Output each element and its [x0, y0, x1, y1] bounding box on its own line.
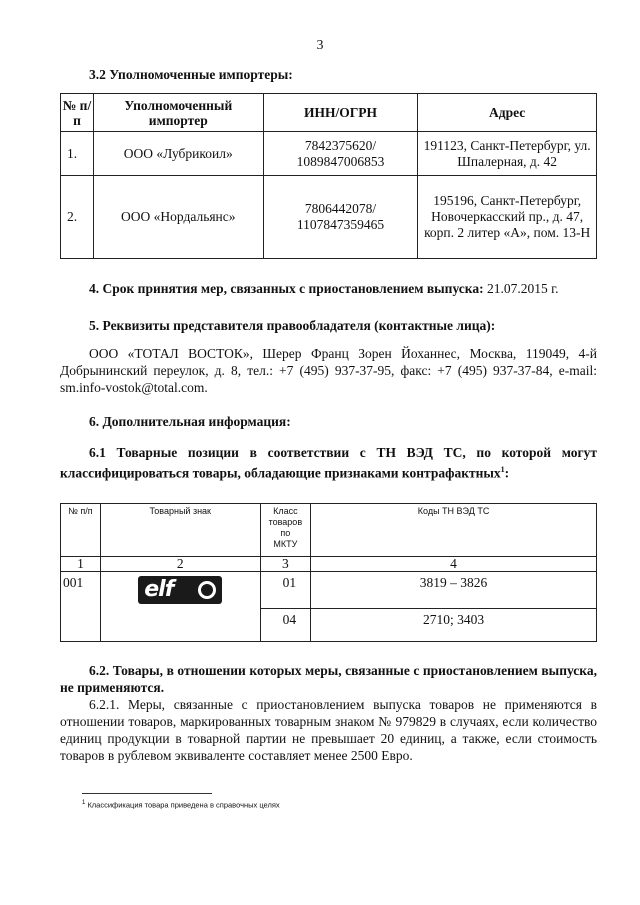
section-5-text: ООО «ТОТАЛ ВОСТОК», Шерер Франц Зорен Йоханнес, Москва, 119049, 4-й Добрынинский переулок, д. 8, тел.: +7 (495) 937-37-95, факс: +7 (495) 937-37-84, e-mail: sm.info-vostok@total.com. — [60, 346, 597, 395]
section-4-value: 21.07.2015 г. — [487, 281, 559, 296]
codes-cell: 3819 – 3826 — [311, 572, 597, 609]
table-row — [61, 132, 597, 176]
row-inn: 7842375620/ 1089847006853 — [263, 132, 418, 176]
section-6-2-title: 6.2. Товары, в отношении которых меры, связанные с приостановлением выпуска, не применяются. — [60, 663, 597, 695]
section-6-1-suffix: : — [504, 465, 510, 481]
page-number: 3 — [316, 38, 324, 53]
header-class: Класс товаров по МКТУ — [260, 504, 311, 557]
section-6-1-title — [60, 444, 597, 482]
row-address: 195196, Санкт-Петербург, Новочеркасский пр., д. 47, корп. 2 литер «А», пом. 13-Н — [418, 176, 597, 259]
section-6-2-text: 6.2.1. Меры, связанные с приостановлением выпуска товаров не применяются в отношении товаров, маркированных товарным знаком № 979829 в случаях, если количество единиц продукции в товарной партии не превышает 20 единиц, а также, если стоимость товаров в рублевом эквиваленте составляет менее 2500 Евро. — [60, 697, 597, 763]
row-num: 001 — [61, 572, 101, 642]
trademark-table — [60, 503, 597, 642]
row-address: 191123, Санкт-Петербург, ул. Шпалерная, д. 42 — [418, 132, 597, 176]
elf-logo-icon: elf — [138, 576, 222, 604]
footnote-number: 1 — [82, 800, 86, 806]
header-num: № п/п — [61, 504, 101, 557]
row-num: 2. — [61, 176, 94, 259]
section-5-title: 5. Реквизиты представителя правообладателя (контактные лица): — [89, 318, 496, 333]
footnote — [82, 800, 280, 810]
importers-table — [60, 93, 597, 259]
header-num: № п/п — [61, 94, 94, 132]
index-row — [61, 557, 597, 572]
section-6-title: 6. Дополнительная информация: — [89, 414, 291, 429]
footnote-divider — [82, 793, 212, 794]
row-importer: ООО «Лубрикоил» — [93, 132, 263, 176]
section-6-1-text: 6.1 Товарные позиции в соответствии с ТН ВЭД ТС, по которой могут классифицироваться товары, обладающие признаками контрафактных — [60, 445, 597, 481]
index-cell: 4 — [311, 557, 597, 572]
section-4 — [89, 280, 559, 297]
table-row — [61, 176, 597, 259]
codes-cell: 2710; 3403 — [311, 609, 597, 642]
header-codes: Коды ТН ВЭД ТС — [311, 504, 597, 557]
section-4-label: 4. Срок принятия мер, связанных с приостановлением выпуска: — [89, 281, 484, 296]
header-trademark: Товарный знак — [100, 504, 260, 557]
row-num: 1. — [61, 132, 94, 176]
index-cell: 3 — [260, 557, 311, 572]
section-3-2-title: 3.2 Уполномоченные импортеры: — [89, 67, 293, 82]
class-cell: 04 — [260, 609, 311, 642]
header-address: Адрес — [418, 94, 597, 132]
trademark-table-header — [61, 504, 597, 557]
row-importer: ООО «Нордальянс» — [93, 176, 263, 259]
table-row — [61, 572, 597, 609]
trademark-logo-cell — [100, 572, 260, 642]
importers-table-header — [61, 94, 597, 132]
class-cell: 01 — [260, 572, 311, 609]
header-inn: ИНН/ОГРН — [263, 94, 418, 132]
header-importer: Уполномоченный импортер — [93, 94, 263, 132]
row-inn: 7806442078/ 1107847359465 — [263, 176, 418, 259]
footnote-mark: 1 — [500, 465, 505, 474]
index-cell: 1 — [61, 557, 101, 572]
footnote-text: Классификация товара приведена в справочных целях — [87, 800, 280, 810]
index-cell: 2 — [100, 557, 260, 572]
